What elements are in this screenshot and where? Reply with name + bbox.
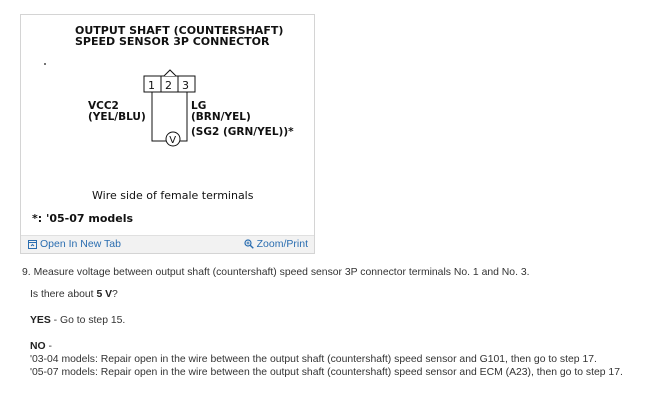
no-line-03-04: '03-04 models: Repair open in the wire between the output shaft (countershaft) speed sensor and G101, then go to step 17. <box>30 354 597 365</box>
step-text: Measure voltage between output shaft (countershaft) speed sensor 3P connector terminals No. 1 and No. 3. <box>33 267 530 278</box>
diagram-footnote: *: '05-07 models <box>32 212 134 225</box>
no-line-05-07: '05-07 models: Repair open in the wire between the output shaft (countershaft) speed sensor and ECM (A23), then go to step 17. <box>30 367 623 378</box>
open-in-new-tab-icon <box>28 240 37 249</box>
diagram-title-line2: SPEED SENSOR 3P CONNECTOR <box>75 35 270 48</box>
vcc2-wire-color: (YEL/BLU) <box>88 111 146 123</box>
yes-branch <box>30 314 642 327</box>
no-text: - <box>45 341 52 352</box>
question <box>30 288 642 301</box>
zoom-print-link[interactable] <box>244 238 308 250</box>
figure-toolbar <box>21 235 314 253</box>
lg-label: LG <box>191 100 207 112</box>
question-value: 5 V <box>96 289 113 300</box>
sg2-wire-color: (SG2 (GRN/YEL))* <box>191 126 294 138</box>
instruction-content <box>22 266 642 379</box>
voltmeter <box>166 132 180 146</box>
zoom-print-label: Zoom/Print <box>256 238 308 250</box>
yes-text: - Go to step 15. <box>50 315 126 326</box>
connector-key-tab <box>164 70 176 76</box>
yes-label: YES <box>30 315 51 326</box>
magnifier-icon <box>244 239 254 249</box>
diagram-figure <box>20 14 315 254</box>
step-number: 9. <box>22 267 31 278</box>
voltmeter-label: V <box>169 135 177 146</box>
stray-mark <box>44 63 46 65</box>
diagram-title-line1: OUTPUT SHAFT (COUNTERSHAFT) <box>75 24 284 37</box>
diagram-caption: Wire side of female terminals <box>92 189 254 202</box>
terminal-1-label: 1 <box>148 79 155 92</box>
open-in-new-tab-link[interactable] <box>28 238 121 250</box>
no-heading <box>30 340 642 353</box>
probe-wire-terminal-1 <box>152 92 167 141</box>
no-branch <box>30 340 642 379</box>
no-label: NO <box>30 341 46 352</box>
step-9 <box>22 266 642 279</box>
vcc2-label: VCC2 <box>88 100 119 112</box>
connector-diagram <box>21 15 316 237</box>
connector <box>144 70 195 92</box>
open-in-new-tab-label: Open In New Tab <box>40 238 121 250</box>
probe-wire-terminal-3 <box>179 92 187 141</box>
question-prefix: Is there about <box>30 289 97 300</box>
terminal-3-label: 3 <box>182 79 189 92</box>
question-suffix: ? <box>112 289 118 300</box>
terminal-2-label: 2 <box>165 79 172 92</box>
lg-wire-color: (BRN/YEL) <box>191 111 251 123</box>
